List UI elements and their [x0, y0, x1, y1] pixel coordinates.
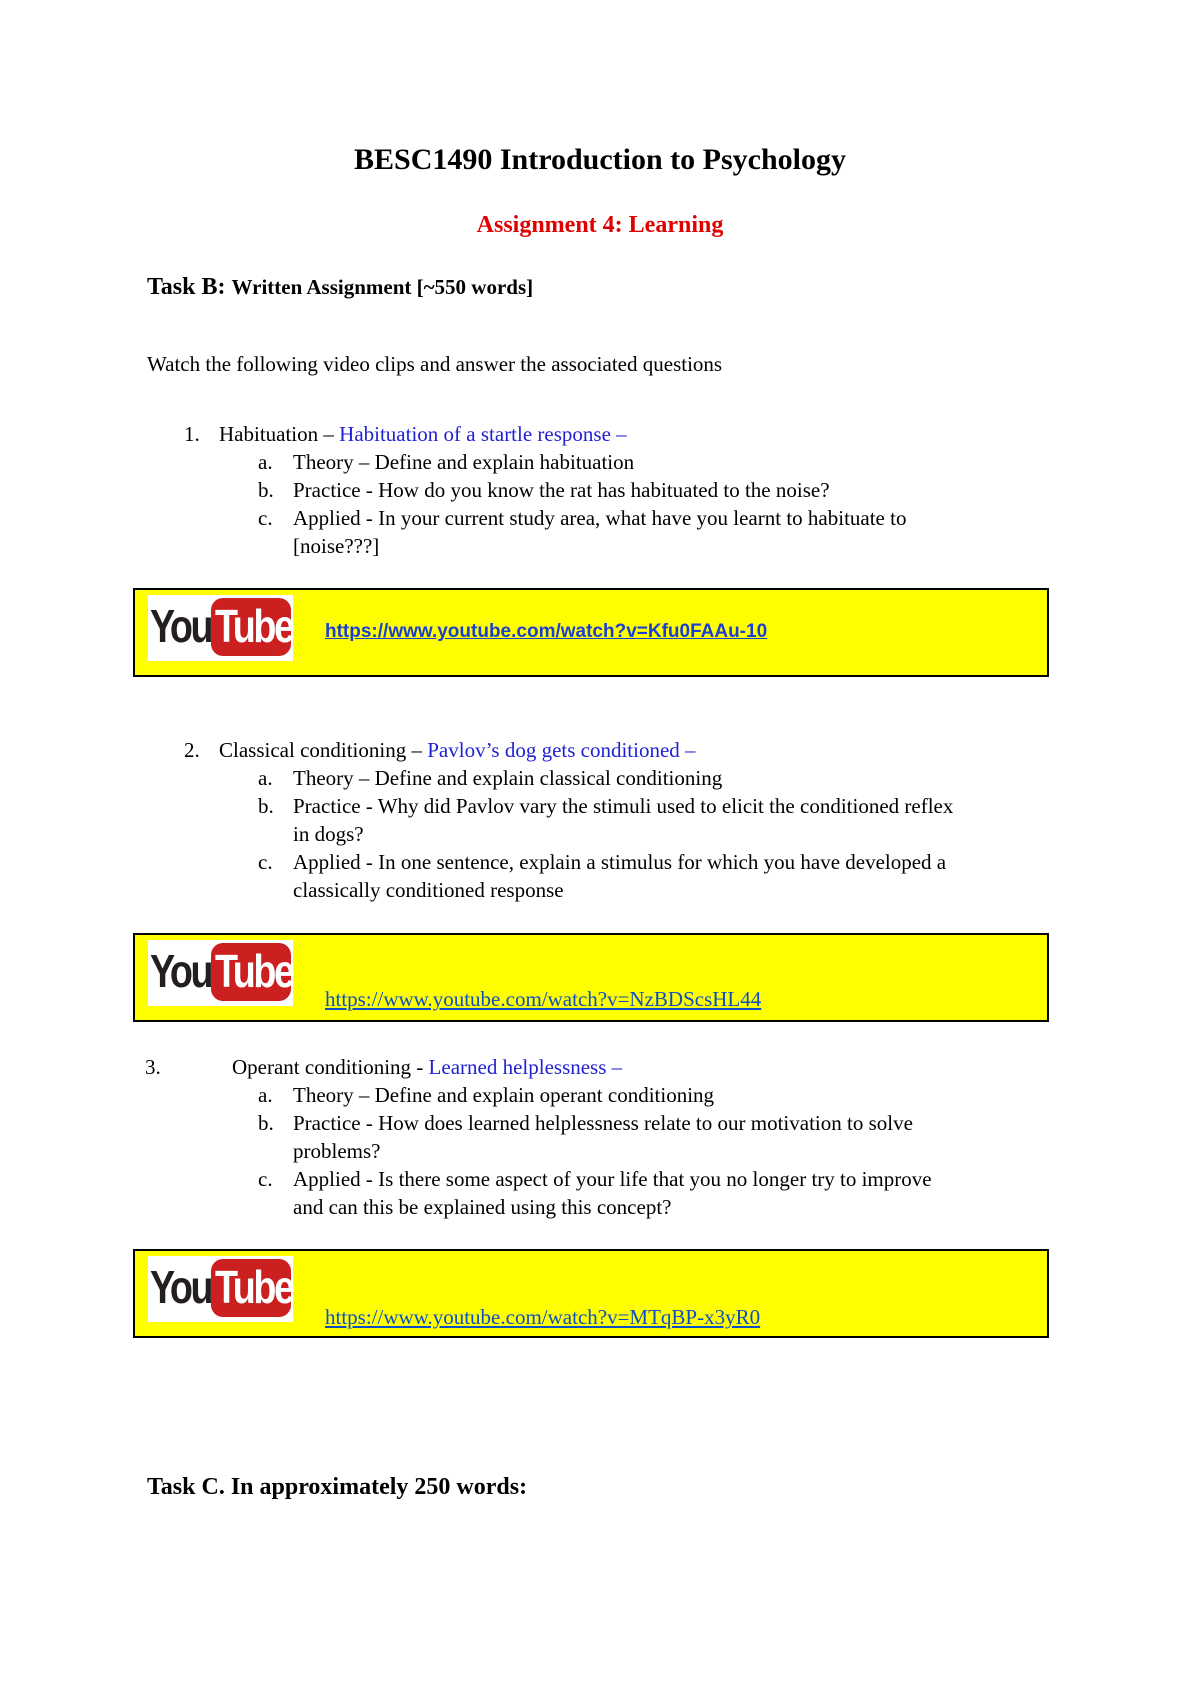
assignment-subtitle: Assignment 4: Learning [476, 212, 724, 238]
youtube-logo-tube: Tube [215, 945, 293, 997]
section-3-item-c-letter: c. [258, 1167, 273, 1191]
section-3-topic: Operant conditioning - [232, 1055, 429, 1079]
section-1-topic: Habituation – [219, 422, 340, 446]
section-2-number: 2. [184, 738, 200, 762]
task-b-heading [147, 274, 533, 301]
section-2-item-c-cont: classically conditioned response [293, 878, 564, 902]
section-3-item-b-cont: problems? [293, 1139, 381, 1163]
section-1-video-title: Habituation of a startle response – [339, 422, 627, 446]
youtube-logo [148, 595, 293, 661]
video-link-1[interactable]: https://www.youtube.com/watch?v=Kfu0FAAu-10 [325, 621, 768, 642]
task-c-heading: Task C. In approximately 250 words: [147, 1474, 528, 1500]
section-2-item-b-cont: in dogs? [293, 822, 364, 846]
task-b-label: Task B: [147, 274, 226, 300]
youtube-logo-red-box [211, 943, 291, 1001]
youtube-logo-you: You [150, 600, 212, 652]
instructions: Watch the following video clips and answer the associated questions [147, 352, 723, 376]
section-3-item-a-letter: a. [258, 1083, 273, 1107]
video-link-2[interactable]: https://www.youtube.com/watch?v=NzBDScsHL44 [325, 987, 762, 1011]
section-3-item-c: Applied - Is there some aspect of your life that you no longer try to improve [293, 1167, 932, 1191]
section-1-item-b-letter: b. [258, 478, 274, 502]
section-2-topic: Classical conditioning – [219, 738, 428, 762]
video-link-3[interactable]: https://www.youtube.com/watch?v=MTqBP-x3yR0 [325, 1305, 761, 1329]
youtube-logo-tube: Tube [215, 600, 293, 652]
youtube-logo [148, 1256, 293, 1322]
section-3-item-a: Theory – Define and explain operant conditioning [293, 1083, 715, 1107]
video-box-2 [133, 933, 1049, 1022]
section-2-heading [219, 738, 696, 763]
video-box-3 [133, 1249, 1049, 1338]
youtube-logo-you: You [150, 945, 212, 997]
youtube-logo-red-box [211, 1259, 291, 1317]
section-1-item-c: Applied - In your current study area, what have you learnt to habituate to [293, 506, 907, 530]
youtube-logo-tube: Tube [215, 1261, 293, 1313]
section-3-video-title: Learned helplessness – [428, 1055, 623, 1079]
page-title: BESC1490 Introduction to Psychology [353, 143, 846, 176]
section-1-item-c-cont: [noise???] [293, 534, 380, 558]
section-1-item-a: Theory – Define and explain habituation [293, 450, 635, 474]
section-2-video-title: Pavlov’s dog gets conditioned – [427, 738, 696, 762]
section-1-item-a-letter: a. [258, 450, 273, 474]
section-1-item-b: Practice - How do you know the rat has habituated to the noise? [293, 478, 830, 502]
youtube-logo-you: You [150, 1261, 212, 1313]
youtube-logo-red-box [211, 598, 291, 656]
section-3-item-b: Practice - How does learned helplessness relate to our motivation to solve [293, 1111, 913, 1135]
section-2-item-b: Practice - Why did Pavlov vary the stimuli used to elicit the conditioned reflex [293, 794, 954, 818]
section-2-item-b-letter: b. [258, 794, 274, 818]
section-3-item-b-letter: b. [258, 1111, 274, 1135]
section-2-item-a-letter: a. [258, 766, 273, 790]
section-1-number: 1. [184, 422, 200, 446]
section-2-item-c-letter: c. [258, 850, 273, 874]
section-2-item-c: Applied - In one sentence, explain a stimulus for which you have developed a [293, 850, 947, 874]
video-box-1 [133, 588, 1049, 677]
section-3-item-c-cont: and can this be explained using this concept? [293, 1195, 672, 1219]
youtube-logo [148, 940, 293, 1006]
section-3-number: 3. [145, 1055, 161, 1079]
section-3-heading [232, 1055, 622, 1080]
task-b-description: Written Assignment [~550 words] [231, 275, 534, 299]
section-1-item-c-letter: c. [258, 506, 273, 530]
section-1-heading [219, 422, 627, 447]
section-2-item-a: Theory – Define and explain classical conditioning [293, 766, 723, 790]
